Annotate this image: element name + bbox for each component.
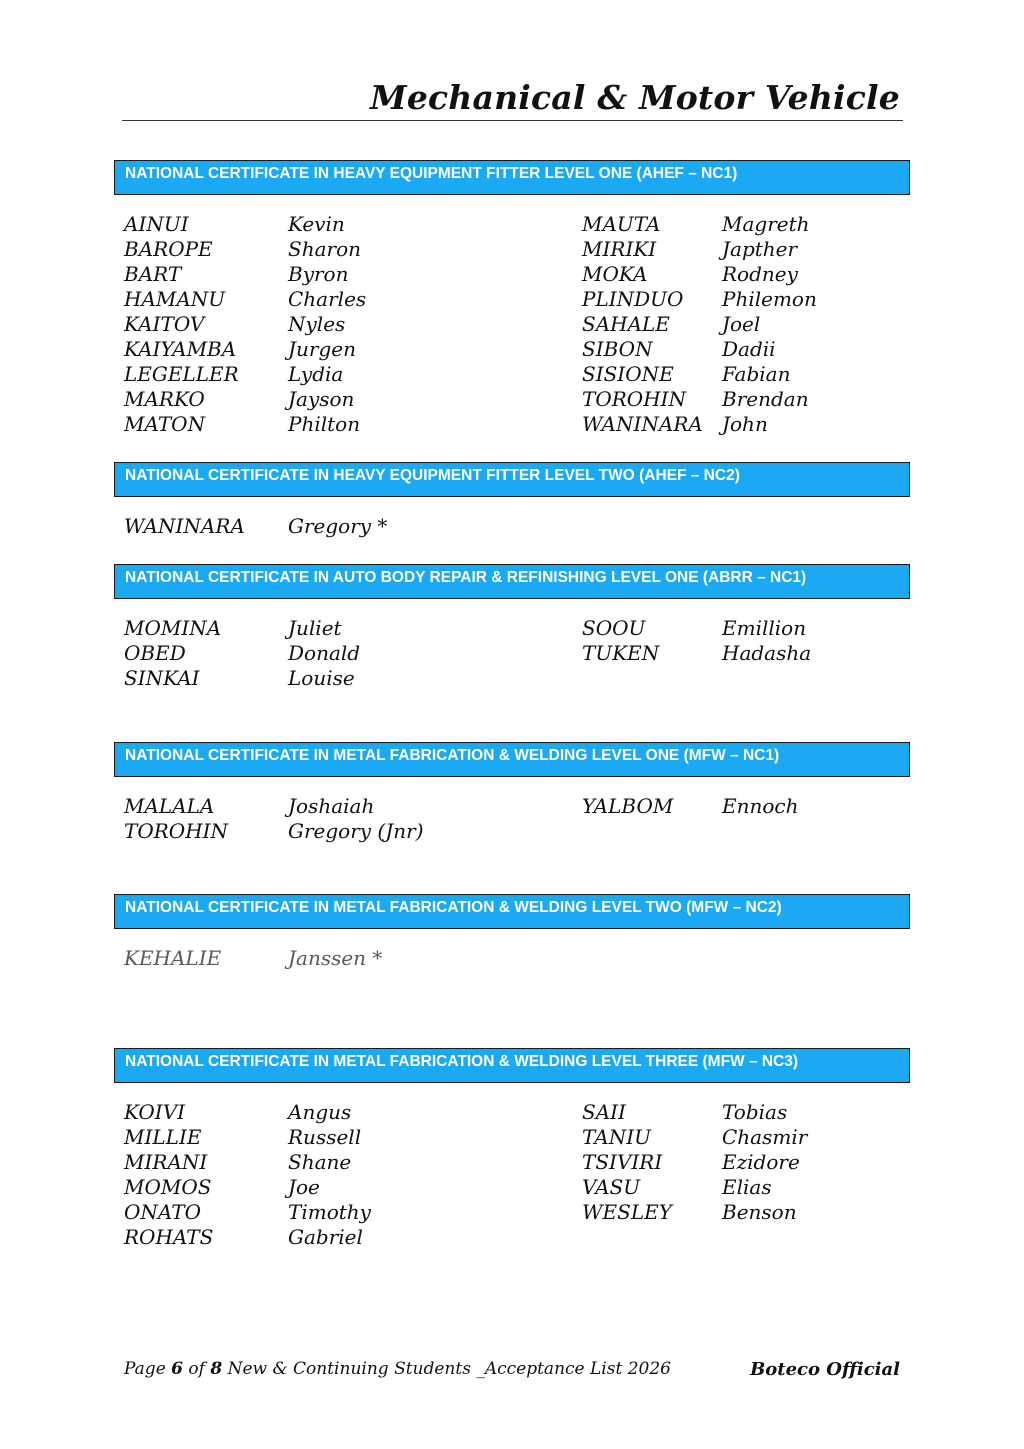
surname: KEHALIE [124,946,222,970]
list-item [124,412,366,437]
section-header-mfw-nc3: NATIONAL CERTIFICATE IN METAL FABRICATION & WELDING LEVEL THREE (MFW – NC3) [114,1048,910,1083]
firstname: Fabian [722,362,791,386]
footer-page-current: 6 [171,1359,184,1379]
name-list-left [124,946,382,971]
list-item [124,1225,371,1250]
surname: ONATO [124,1200,201,1224]
firstname: John [722,412,768,436]
firstname: Russell [288,1125,362,1149]
page-title: Mechanical & Motor Vehicle [370,78,900,117]
name-list-left [124,794,424,844]
list-item [124,1200,371,1225]
surname: AINUI [124,212,189,236]
name-list-left [124,616,360,691]
surname: WANINARA [124,514,245,538]
firstname: Joshaiah [288,794,375,818]
list-item [124,1125,371,1150]
firstname: Magreth [722,212,810,236]
surname: TANIU [582,1125,651,1149]
section-header-mfw-nc2: NATIONAL CERTIFICATE IN METAL FABRICATION & WELDING LEVEL TWO (MFW – NC2) [114,894,910,929]
list-item [582,212,817,237]
list-item [124,514,387,539]
list-item [582,1150,807,1175]
surname: MOKA [582,262,648,286]
firstname: Juliet [288,616,342,640]
name-list-left [124,212,366,437]
footer-page-total: 8 [210,1359,223,1379]
surname: SAHALE [582,312,670,336]
firstname: Byron [288,262,349,286]
surname: SIBON [582,337,653,361]
surname: MOMOS [124,1175,212,1199]
firstname: Philemon [722,287,817,311]
surname: WANINARA [582,412,703,436]
firstname: Ennoch [722,794,799,818]
surname: OBED [124,641,186,665]
name-list-right [582,616,811,666]
surname: BART [124,262,182,286]
firstname: Dadii [722,337,776,361]
firstname: Shane [288,1150,352,1174]
footer-page-info [124,1359,671,1379]
firstname: Kevin [288,212,345,236]
name-list-right [582,794,798,819]
surname: MAUTA [582,212,661,236]
firstname: Timothy [288,1200,371,1224]
footer-of-word: of [188,1359,205,1379]
list-item [124,946,382,971]
list-item [124,616,360,641]
surname: WESLEY [582,1200,672,1224]
list-item [582,262,817,287]
list-item [124,237,366,262]
surname: SAII [582,1100,626,1124]
list-item [582,337,817,362]
list-item [124,287,366,312]
firstname: Chasmir [722,1125,808,1149]
list-item [582,641,811,666]
firstname: Joel [722,312,761,336]
surname: VASU [582,1175,641,1199]
firstname: Sharon [288,237,361,261]
surname: TUKEN [582,641,660,665]
list-item [582,387,817,412]
list-item [582,312,817,337]
firstname: Elias [722,1175,772,1199]
list-item [124,312,366,337]
surname: PLINDUO [582,287,684,311]
list-item [582,616,811,641]
firstname: Jurgen [288,337,356,361]
firstname: Japther [722,237,798,261]
section-header-ahef-nc2: NATIONAL CERTIFICATE IN HEAVY EQUIPMENT FITTER LEVEL TWO (AHEF – NC2) [114,462,910,497]
firstname: Donald [288,641,361,665]
surname: ROHATS [124,1225,214,1249]
list-item [124,362,366,387]
surname: MIRANI [124,1150,208,1174]
firstname: Joe [288,1175,320,1199]
list-item [582,287,817,312]
firstname: Janssen * [288,946,383,970]
section-header-mfw-nc1: NATIONAL CERTIFICATE IN METAL FABRICATION & WELDING LEVEL ONE (MFW – NC1) [114,742,910,777]
list-item [124,1100,371,1125]
list-item [124,1150,371,1175]
firstname: Ezidore [722,1150,800,1174]
surname: KAIYAMBA [124,337,237,361]
firstname: Hadasha [722,641,812,665]
firstname: Nyles [288,312,346,336]
surname: KOIVI [124,1100,186,1124]
firstname: Benson [722,1200,797,1224]
firstname: Charles [288,287,367,311]
name-list-left [124,514,387,539]
list-item [124,337,366,362]
title-divider [122,120,903,121]
surname: LEGELLER [124,362,239,386]
surname: MOMINA [124,616,222,640]
list-item [582,794,798,819]
surname: HAMANU [124,287,226,311]
name-list-right [582,212,817,437]
list-item [124,262,366,287]
firstname: Brendan [722,387,809,411]
firstname: Lydia [288,362,344,386]
list-item [582,412,817,437]
list-item [124,387,366,412]
surname: MALALA [124,794,215,818]
surname: TSIVIRI [582,1150,663,1174]
list-item [124,641,360,666]
footer-page-word: Page [124,1359,166,1379]
surname: BAROPE [124,237,213,261]
footer-doc-title: New & Continuing Students _Acceptance List 2026 [227,1359,671,1379]
section-header-abrr-nc1: NATIONAL CERTIFICATE IN AUTO BODY REPAIR & REFINISHING LEVEL ONE (ABRR – NC1) [114,564,910,599]
firstname: Gregory * [288,514,388,538]
list-item [582,1175,807,1200]
firstname: Louise [288,666,355,690]
list-item [124,794,424,819]
surname: MIRIKI [582,237,657,261]
surname: SINKAI [124,666,200,690]
list-item [582,1100,807,1125]
list-item [582,1125,807,1150]
surname: YALBOM [582,794,674,818]
firstname: Emillion [722,616,807,640]
surname: TOROHIN [124,819,229,843]
list-item [582,362,817,387]
list-item [124,1175,371,1200]
firstname: Gabriel [288,1225,363,1249]
surname: MATON [124,412,206,436]
surname: MILLIE [124,1125,202,1149]
surname: SISIONE [582,362,674,386]
firstname: Angus [288,1100,352,1124]
list-item [124,666,360,691]
list-item [124,212,366,237]
section-header-ahef-nc1: NATIONAL CERTIFICATE IN HEAVY EQUIPMENT FITTER LEVEL ONE (AHEF – NC1) [114,160,910,195]
firstname: Rodney [722,262,798,286]
firstname: Gregory (Jnr) [288,819,424,843]
surname: SOOU [582,616,646,640]
footer-org: Boteco Official [750,1359,900,1380]
name-list-left [124,1100,371,1250]
firstname: Jayson [288,387,355,411]
surname: TOROHIN [582,387,687,411]
list-item [582,237,817,262]
list-item [582,1200,807,1225]
surname: KAITOV [124,312,205,336]
surname: MARKO [124,387,205,411]
firstname: Tobias [722,1100,788,1124]
firstname: Philton [288,412,361,436]
list-item [124,819,424,844]
name-list-right [582,1100,807,1225]
